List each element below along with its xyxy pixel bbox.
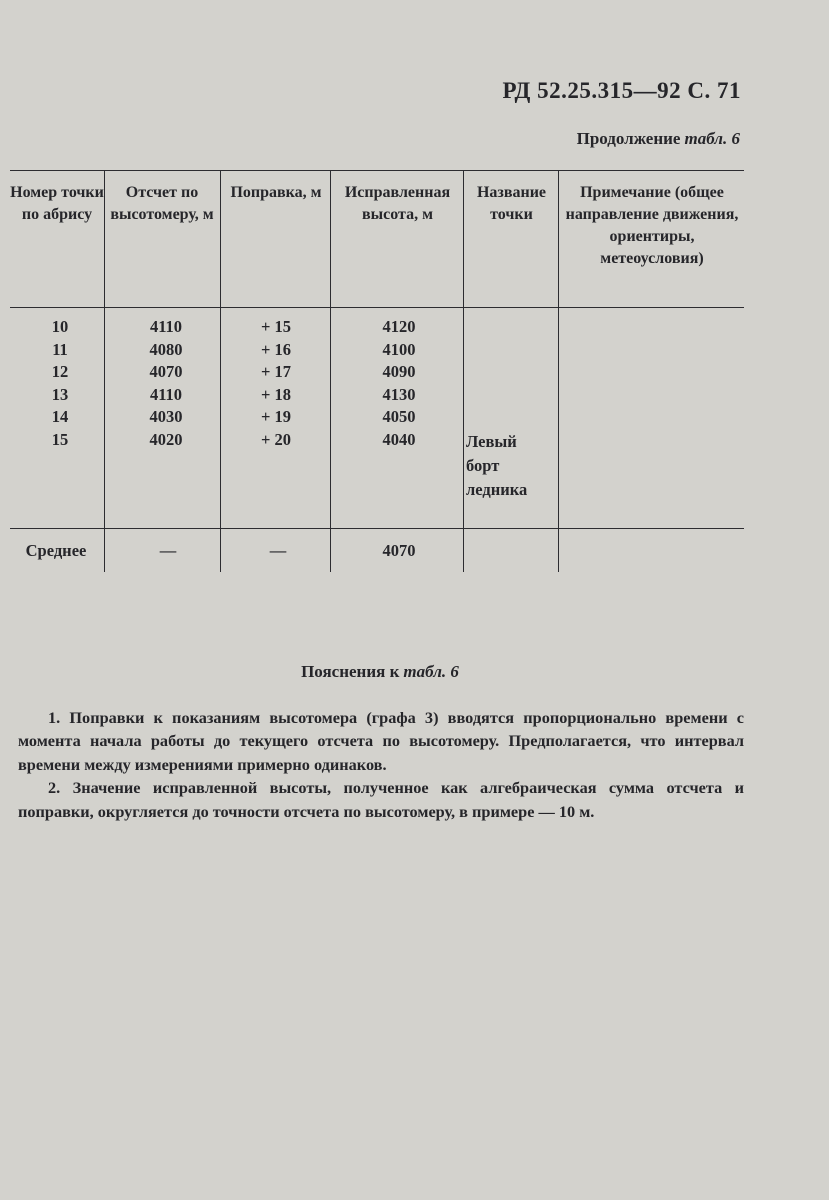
cell-point-number: 10	[51, 317, 69, 336]
cell-point-name: Левый борт ледника	[466, 432, 528, 499]
continuation-table-ref: табл. 6	[684, 129, 740, 148]
column-header-remarks: Примечание (общее направление движения, ориентиры, метеоусловия)	[565, 184, 739, 267]
cell-altimeter-reading: 4080	[149, 339, 183, 359]
cell-correction: + 15	[260, 317, 292, 336]
cell-altimeter-reading: 4110	[149, 317, 183, 336]
table-summary-rule	[10, 528, 744, 529]
table-header-rule	[10, 307, 744, 308]
cell-correction: + 19	[260, 407, 292, 427]
cell-corrected-height: 4050	[382, 407, 416, 427]
summary-height: 4070	[382, 541, 416, 560]
table-continuation-label	[577, 129, 740, 149]
altimeter-reading-column	[118, 316, 214, 452]
cell-altimeter-reading: 4030	[149, 407, 183, 427]
cell-corrected-height: 4100	[382, 339, 416, 359]
point-number-column	[10, 316, 110, 452]
cell-correction: + 20	[260, 429, 292, 449]
column-header-altimeter-reading: Отсчет по высотомеру, м	[110, 184, 214, 223]
summary-reading: —	[159, 541, 177, 560]
column-divider	[463, 170, 464, 572]
cell-altimeter-reading: 4070	[149, 362, 183, 382]
cell-point-number: 13	[51, 384, 69, 404]
column-divider	[330, 170, 331, 572]
cell-altimeter-reading: 4110	[149, 384, 183, 404]
explanation-paragraph: 2. Значение исправленной высоты, полученное как алгебраическая сумма отсчета и поправки, округляется до точности отсчета по высотомеру, в примере — 10 м.	[18, 778, 744, 821]
cell-correction: + 17	[260, 362, 292, 382]
cell-point-number: 14	[51, 407, 69, 427]
summary-label: Среднее	[25, 541, 87, 560]
cell-corrected-height: 4040	[382, 429, 416, 449]
explanations-title-text: Пояснения к	[301, 662, 400, 681]
explanations-table-ref: табл. 6	[403, 662, 459, 681]
cell-corrected-height: 4130	[382, 384, 416, 404]
cell-corrected-height: 4090	[382, 362, 416, 382]
column-header-point-number: Номер точки по абрису	[10, 184, 104, 223]
cell-point-number: 11	[52, 339, 68, 359]
column-divider	[558, 170, 559, 572]
measurements-table	[10, 170, 744, 572]
column-header-corrected-height: Исправленная высота, м	[344, 184, 451, 223]
column-divider	[220, 170, 221, 572]
correction-column	[230, 316, 322, 452]
cell-correction: + 18	[260, 384, 292, 404]
page-header: РД 52.25.315—92 С. 71	[502, 78, 741, 103]
cell-altimeter-reading: 4020	[149, 429, 183, 449]
corrected-height-column	[344, 316, 454, 452]
summary-correction: —	[269, 541, 287, 560]
continuation-text: Продолжение	[576, 129, 681, 148]
column-header-point-name: Название точки	[476, 184, 547, 223]
explanations-body	[18, 706, 744, 823]
cell-point-number: 12	[51, 362, 69, 382]
explanation-paragraph: 1. Поправки к показаниям высотомера (графа 3) вводятся пропорционально времени с момента начала работы до текущего отсчета по высотомеру. Предполагается, что интервал времени между измерениями примерно одинаков.	[18, 708, 744, 774]
column-header-correction: Поправка, м	[230, 184, 322, 201]
explanations-title	[0, 662, 760, 682]
cell-corrected-height: 4120	[382, 317, 416, 336]
cell-correction: + 16	[260, 339, 292, 359]
table-top-rule	[10, 170, 744, 171]
cell-point-number: 15	[51, 429, 69, 449]
